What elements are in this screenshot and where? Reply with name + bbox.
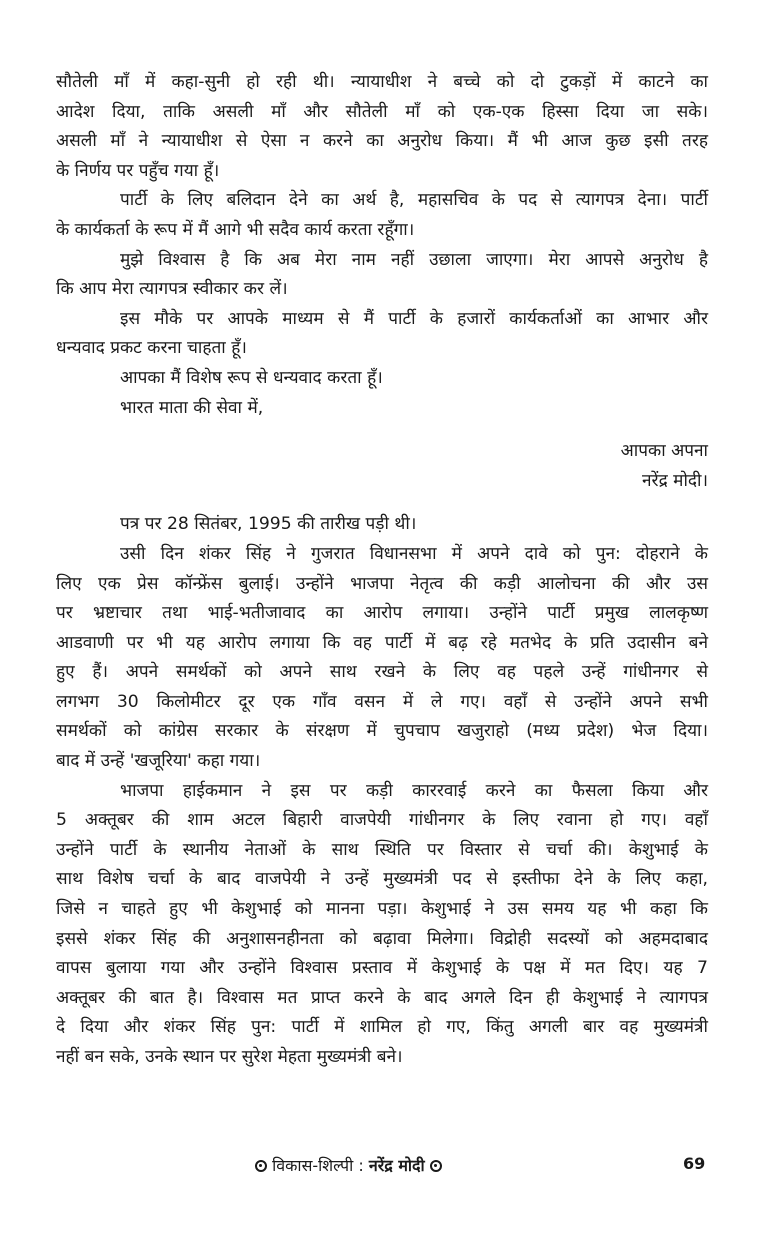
text-line: पर भ्रष्टाचार तथा भाई-भतीजावाद का आरोप लगाया। उन्होंने पार्टी प्रमुख लालकृष्ण (56, 603, 708, 624)
text-line: उन्होंने पार्टी के स्थानीय नेताओं के साथ स्थिति पर विस्तार से चर्चा की। केशुभाई के (56, 839, 708, 860)
text-line: उसी दिन शंकर सिंह ने गुजरात विधानसभा में अपने दावे को पुन: दोहराने के (120, 543, 708, 564)
text-line: भाजपा हाईकमान ने इस पर कड़ी काररवाई करने का फैसला किया और (120, 780, 708, 801)
paragraph-9 (56, 777, 708, 1073)
text-line: कि आप मेरा त्यागपत्र स्वीकार कर लें। (56, 279, 288, 300)
page-body (56, 68, 708, 1073)
text-line: मुझे विश्वास है कि अब मेरा नाम नहीं उछाला जाएगा। मेरा आपसे अनुरोध है (120, 249, 708, 270)
text-line: इससे शंकर सिंह की अनुशासनहीनता को बढ़ावा मिलेगा। विद्रोही सदस्यों को अहमदाबाद (56, 928, 708, 949)
page-number: 69 (683, 1154, 706, 1173)
text-line: अक्तूबर की बात है। विश्वास मत प्राप्त करने के बाद अगले दिन ही केशुभाई ने त्यागपत्र (56, 987, 708, 1008)
paragraph-1 (56, 68, 708, 186)
text-line: 5 अक्तूबर की शाम अटल बिहारी वाजपेयी गांधीनगर के लिए रवाना हो गए। वहाँ (56, 810, 708, 831)
signature: नरेंद्र मोदी। (642, 470, 708, 491)
paragraph-7: पत्र पर 28 सितंबर, 1995 की तारीख पड़ी थी। (120, 514, 417, 535)
text-line: सौतेली माँ में कहा-सुनी हो रही थी। न्यायाधीश ने बच्चे को दो टुकड़ों में काटने का (56, 72, 708, 92)
running-footer (255, 1154, 442, 1176)
text-line: धन्यवाद प्रकट करना चाहता हूँ। (56, 338, 247, 359)
text-line: आडवाणी पर भी यह आरोप लगाया कि वह पार्टी में बढ़ रहे मतभेद के प्रति उदासीन बने (56, 632, 708, 653)
text-line: पार्टी के लिए बलिदान देने का अर्थ है, महासचिव के पद से त्यागपत्र देना। पार्टी (120, 190, 708, 211)
text-line: हुए हैं। अपने समर्थकों को अपने साथ रखने के लिए वह पहले उन्हें गांधीनगर से (56, 662, 708, 683)
text-line: साथ विशेष चर्चा के बाद वाजपेयी ने उन्हें मुख्यमंत्री पद से इस्तीफा देने के लिए कहा, (56, 869, 708, 890)
text-line: वापस बुलाया गया और उन्होंने विश्वास प्रस्ताव में केशुभाई के पक्ष में मत दिए। यह 7 (56, 958, 708, 979)
paragraph-2 (56, 186, 708, 245)
text-line: आदेश दिया, ताकि असली माँ और सौतेली माँ को एक-एक हिस्सा दिया जा सके। (56, 101, 708, 122)
book-title: विकास-शिल्पी : (272, 1156, 364, 1175)
text-line: नहीं बन सके, उनके स्थान पर सुरेश मेहता मुख्यमंत्री बने। (56, 1047, 403, 1067)
text-line: के निर्णय पर पहुँच गया हूँ। (56, 160, 220, 181)
paragraph-6: भारत माता की सेवा में, (120, 397, 264, 418)
paragraph-4 (56, 305, 708, 364)
text-line: लगभग 30 किलोमीटर दूर एक गाँव वसन में ले गए। वहाँ से उन्होंने अपने सभी (56, 691, 708, 712)
text-line: के कार्यकर्ता के रूप में मैं आगे भी सदैव कार्य करता रहूँगा। (56, 219, 415, 240)
flower-ornament-icon (430, 1160, 442, 1172)
text-line: समर्थकों को कांग्रेस सरकार के संरक्षण में चुपचाप खजुराहो (मध्य प्रदेश) भेज दिया। (56, 721, 708, 742)
signoff: आपका अपना (620, 441, 708, 462)
paragraph-3 (56, 246, 708, 305)
text-line: इस मौके पर आपके माध्यम से मैं पार्टी के हजारों कार्यकर्ताओं का आभार और (120, 308, 708, 329)
paragraph-8 (56, 540, 708, 777)
page-footer (0, 1152, 777, 1180)
text-line: दे दिया और शंकर सिंह पुन: पार्टी में शामिल हो गए, किंतु अगली बार वह मुख्यमंत्री (56, 1017, 708, 1038)
text-line: असली माँ ने न्यायाधीश से ऐसा न करने का अनुरोध किया। मैं भी आज कुछ इसी तरह (56, 131, 708, 152)
text-line: लिए एक प्रेस कॉन्फ्रेंस बुलाई। उन्होंने भाजपा नेतृत्व की कड़ी आलोचना की और उस (56, 573, 708, 594)
paragraph-5: आपका मैं विशेष रूप से धन्यवाद करता हूँ। (120, 367, 383, 388)
text-line: जिसे न चाहते हुए भी केशुभाई को मानना पड़ा। केशुभाई ने उस समय यह भी कहा कि (56, 899, 708, 920)
author-name: नरेंद्र मोदी (368, 1156, 425, 1175)
text-line: बाद में उन्हें 'खजूरिया' कहा गया। (56, 751, 261, 772)
flower-ornament-icon (255, 1160, 267, 1172)
